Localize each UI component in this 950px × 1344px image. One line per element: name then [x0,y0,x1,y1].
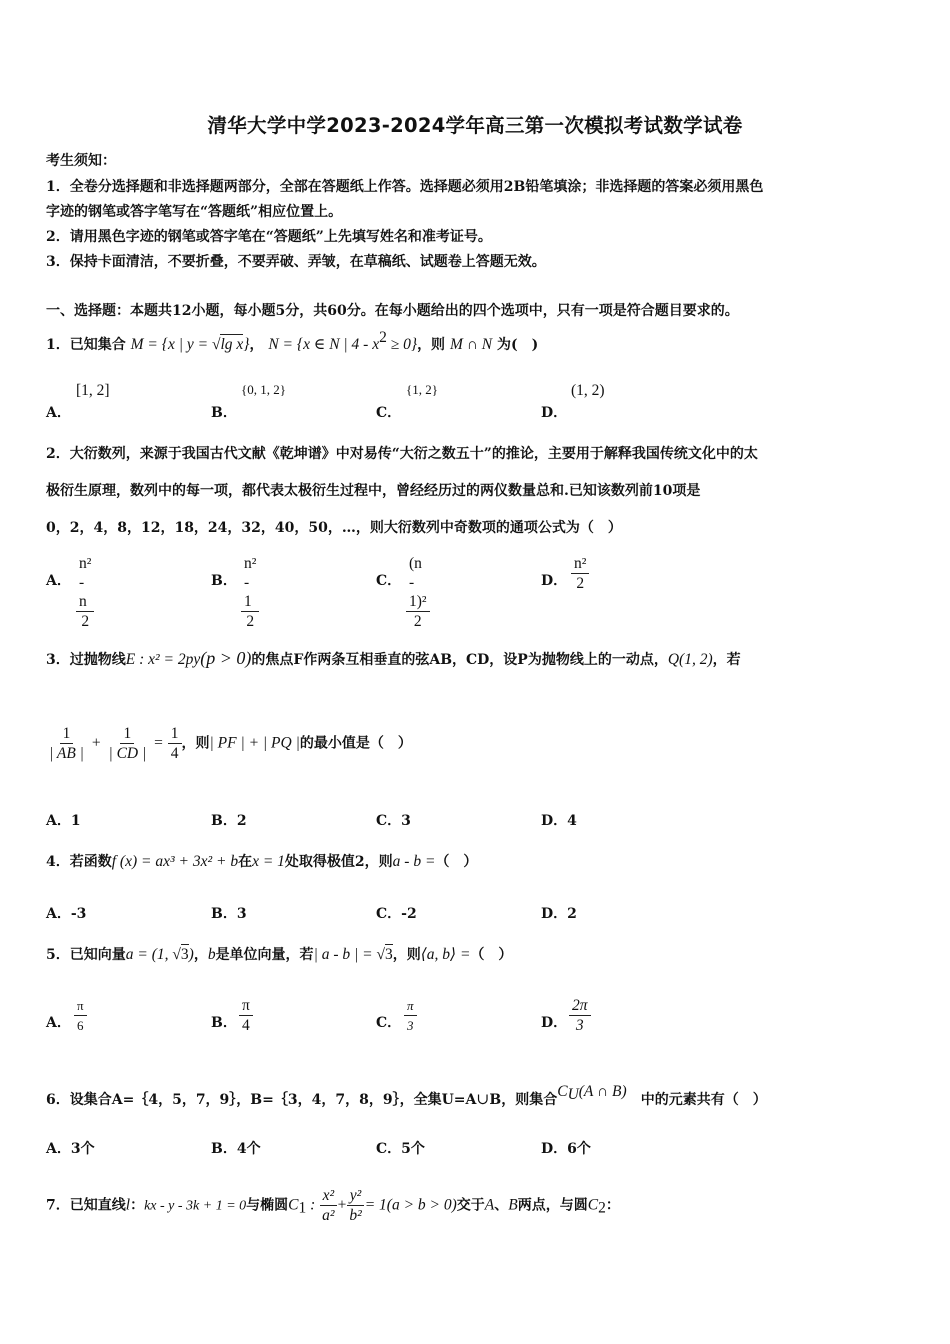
question-2-line-1: 2．大衍数列，来源于我国古代文献《乾坤谱》中对易传“大衍之数五十”的推论，主要用于解释我国传统文化中的太 [46,446,758,462]
option-label: B． [211,906,237,922]
notice-item-1-cont: 字迹的钢笔或答字笔写在“答题纸”相应位置上。 [46,204,343,220]
fraction-denominator: 6 [77,1018,84,1033]
option-label: B． [211,405,237,421]
q5-sqrt-3b: 3 [384,946,393,963]
option-value: 3个 [70,1141,95,1157]
option-label: D． [541,813,568,829]
question-6 [46,1083,767,1110]
q4-at: 在 [238,854,253,870]
question-4 [46,852,477,872]
option-label: C． [376,1015,402,1031]
option-value: 2 [567,906,577,922]
option-label: B． [211,813,237,829]
q1-options [46,380,906,424]
option-label: A． [46,405,71,421]
option-label: D． [541,1015,568,1031]
fraction-denominator: 3 [407,1018,414,1033]
q5-sep: ， [193,947,208,963]
option-value: 5个 [401,1141,425,1157]
option-label: C． [376,573,402,589]
option-value: {0, 1, 2} [241,382,286,397]
q6-text: 6．设集合A=｛4，5，7，9｝，B=｛3，4，7，8，9｝，全集U=A [46,1092,477,1108]
q5-angle: ⟨a, b⟩ = [420,946,471,963]
fraction-numerator: 1 [60,724,74,744]
fraction-numerator: x² [320,1186,338,1206]
fraction-numerator: y² [347,1186,365,1206]
question-3-line-2 [46,724,412,763]
q4-suffix: （ ） [435,854,478,870]
option-label: A． [46,906,71,922]
fraction-denominator: 2 [246,613,255,630]
fraction-denominator: a² [322,1207,335,1224]
notice-item-3: 3．保持卡面清洁，不要折叠，不要弄破、弄皱，在草稿纸、试题卷上答题无效。 [46,254,546,270]
question-5: 5．已知向量a = (1, √3)，b是单位向量，若| a - b | = √3，则⟨a, b⟩ =（ ） [46,946,513,963]
q6-mid: B，则集合 [489,1092,558,1108]
fraction-numerator: (n - 1)² [406,554,430,612]
q1-prefix: 1．已知集合 [46,337,126,353]
q3-tail: 的最小值是（ ） [299,735,412,752]
question-3-line-1 [46,648,741,670]
fraction-numerator: π [239,996,253,1016]
q7-circle-sub: 2 [598,1199,606,1217]
option-label: D． [541,405,568,421]
q1-set-n-end: ≥ 0} [386,336,418,353]
q7-intersect: 交于 [456,1197,485,1214]
option-label: A． [46,1141,71,1157]
q6-union-symbol: ∪ [476,1091,490,1108]
q4-mid: 处取得极值2，则 [284,854,393,870]
q6-options [46,1128,906,1172]
fraction-denominator: 4 [170,745,179,762]
question-1: 1．已知集合 M = {x | y = √lg x}， N = {x ∈ N | $4 - x^2 \ge 0$}，则 M ∩ N 为( ) [46,329,539,353]
fraction-numerator: π [74,996,87,1016]
option-value: (1, 2) [571,382,605,399]
q3-point: Q(1, 2) [667,651,713,668]
option-value: 4个 [236,1141,261,1157]
option-label: D． [541,573,568,589]
notice-item-2: 2．请用黑色字迹的钢笔或答字笔在“答题纸”上先填写姓名和准考证号。 [46,229,492,245]
option-label: C． [376,906,402,922]
q7-ellipse-colon: : [306,1196,320,1214]
q5-mid: 是单位向量，若 [215,947,314,963]
q3-expr: | PF | + | PQ | [209,734,300,752]
q3-curve: E : x² = 2py [125,651,201,668]
q7-line-name: l [125,1196,131,1214]
option-value: 6个 [567,1141,591,1157]
q1-sqrt-body: lg x [220,336,244,353]
q7-line-equation: kx - y - 3k + 1 = 0 [144,1198,247,1214]
q5-vector-a-end: ) [188,946,194,963]
q1-set-m-end: } [243,336,250,353]
equals-sign: = [154,734,163,752]
option-value: 2 [236,813,247,829]
fraction-denominator: 2 [81,613,90,630]
section-heading: 一、选择题：本题共12小题，每小题5分，共60分。在每小题给出的四个选项中，只有一项是符合题目要求的。 [46,303,739,319]
fraction-denominator: | CD | [108,745,147,762]
q7-prefix: 7．已知直线 [46,1197,126,1214]
page-title: 清华大学中学2023-2024学年高三第一次模拟考试数学试卷 [207,114,743,137]
q6-complement-expr: (A ∩ B) [578,1083,627,1100]
q2-options [46,555,906,630]
q1-set-n-exp: 2 [379,329,387,346]
option-label: B． [211,1141,237,1157]
plus-sign: + [91,734,101,752]
option-label: A． [46,813,71,829]
plus-sign: + [337,1196,347,1214]
q7-ellipse-name: C [288,1196,299,1214]
option-value: [1, 2] [76,382,110,399]
q7-circle-name: C [587,1196,599,1214]
q7-ellipse-condition: = 1(a > b > 0) [364,1196,457,1214]
fraction-numerator: 1 [120,724,134,744]
q3-mid: 的焦点F作两条互相垂直的弦AB，CD，设P为抛物线上的一动点， [251,652,668,668]
q7-dun: 、 [494,1197,509,1214]
q1-sep: ， [249,337,264,353]
q7-point-a: A [484,1196,495,1214]
option-label: C． [376,405,402,421]
option-label: D． [541,1141,568,1157]
q7-colon: ： [130,1197,145,1214]
option-value: -3 [70,906,87,922]
option-value: 3 [236,906,247,922]
fraction-denominator: b² [349,1207,362,1224]
q4-options [46,893,906,937]
q3-then: ，则 [181,735,210,752]
q7-end: ： [605,1197,620,1214]
q7-two-points: 两点，与圆 [517,1197,588,1214]
q1-expr: M ∩ N [449,336,493,353]
q6-complement: C [557,1083,568,1100]
q4-expr: a - b = [392,853,436,870]
option-value: 4 [567,813,577,829]
q1-suffix: 为( ) [497,337,539,353]
option-label: A． [46,1015,71,1031]
question-2-line-3: 0，2，4，8，12，18，24，32，40，50，…，则大衍数列中奇数项的通项公式为（ ） [46,520,622,536]
q4-x: x = 1 [252,853,285,870]
fraction-denominator: 3 [575,1017,584,1034]
q5-vector-a: a = (1, [125,946,173,963]
fraction-numerator: 2π [569,996,591,1016]
question-2-line-2: 极衍生原理，数列中的每一项，都代表太极衍生过程中，曾经经历过的两仪数量总和.已知该数列前10项是 [46,483,701,499]
q5-suffix: （ ） [470,947,513,963]
option-label: C． [376,1141,402,1157]
fraction-numerator: n² [571,554,589,574]
fraction-denominator: 2 [576,575,585,592]
q5-sqrt-3: 3 [180,946,189,963]
q5-prefix: 5．已知向量 [46,947,126,963]
q3-prefix: 3．过抛物线 [46,652,126,668]
q5-options [46,997,906,1044]
option-label: A． [46,573,71,589]
notice-heading: 考生须知： [46,153,116,169]
option-label: C． [376,813,402,829]
q1-mid: ，则 [417,337,446,353]
q6-suffix: 中的元素共有（ ） [640,1092,767,1108]
option-label: B． [211,1015,237,1031]
q1-set-n: N = {x ∈ N | 4 - x [268,336,380,353]
q4-function: f (x) = ax³ + 3x² + b [111,853,239,870]
q5-vector-b: b [207,946,216,963]
q5-abs: | a - b | = [313,946,377,963]
q1-set-m: M = {x | y = [130,336,212,353]
q7-ellipse-sub: 1 [298,1199,307,1217]
fraction-numerator: 1 [168,724,182,744]
option-value: -2 [401,906,417,922]
q3-condition: (p > 0) [200,648,252,668]
fraction-numerator: n² - 1 [241,554,259,612]
q6-complement-sub: U [567,1086,579,1103]
option-label: B． [211,573,237,589]
fraction-numerator: n² - n [76,554,94,612]
fraction-numerator: π [404,996,417,1016]
fraction-denominator: 4 [242,1017,250,1034]
q5-then: ，则 [392,947,421,963]
notice-item-1: 1．全卷分选择题和非选择题两部分，全部在答题纸上作答。选择题必须用2B铅笔填涂；非选择题的答案必须用黑色 [46,179,764,195]
fraction-denominator: 2 [413,613,422,630]
option-value: 1 [70,813,81,829]
q3-options [46,800,906,844]
option-value: 3 [401,813,411,829]
q3-suffix: ，若 [712,652,741,668]
option-value: {1, 2} [406,382,438,397]
option-label: D． [541,906,568,922]
q7-mid: 与椭圆 [246,1197,289,1214]
q7-point-b: B [508,1196,518,1214]
question-7 [46,1186,620,1225]
fraction-denominator: | AB | [49,745,84,762]
q4-prefix: 4．若函数 [46,854,112,870]
